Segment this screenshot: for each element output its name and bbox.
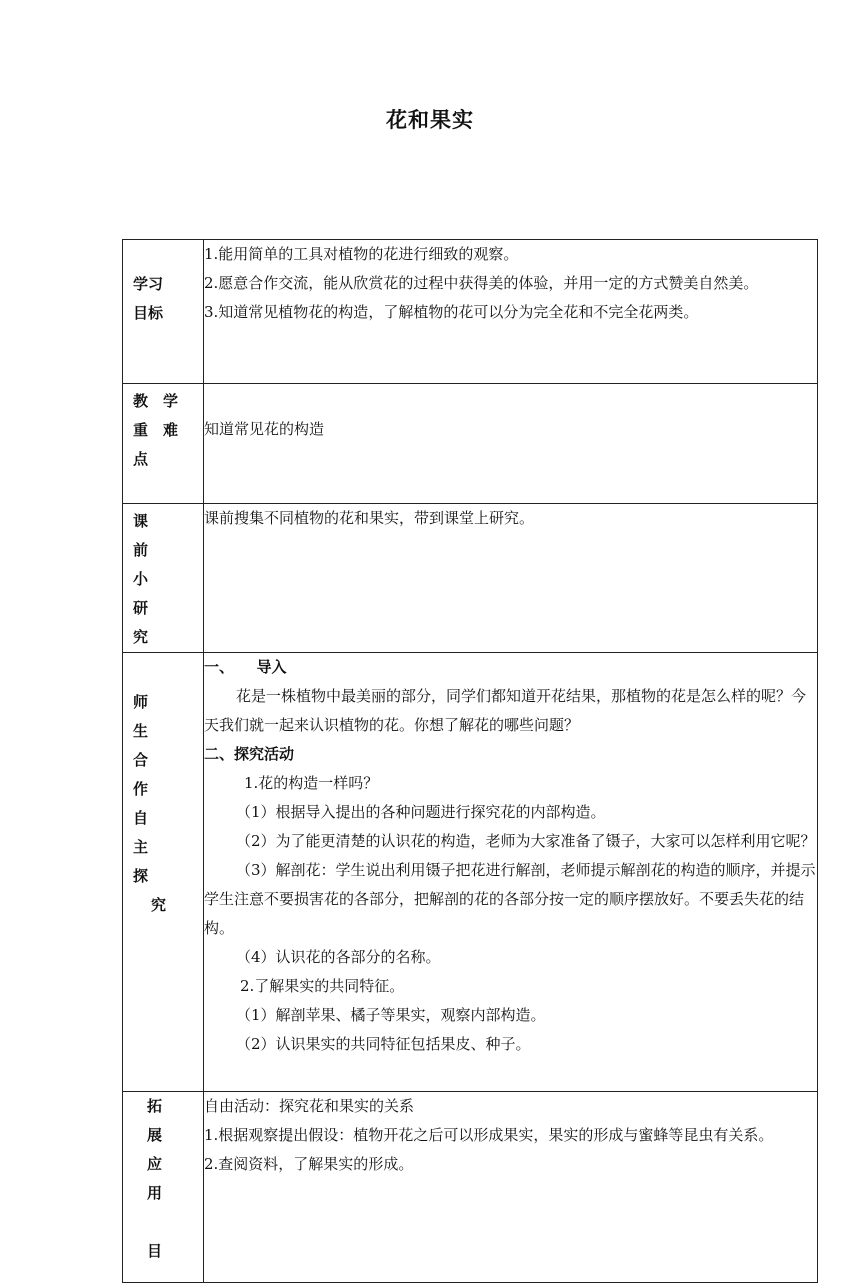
table-row-preclass xyxy=(123,504,818,653)
activity-step: （2）为了能更清楚的认识花的构造，老师为大家准备了镊子，大家可以怎样利用它呢？ xyxy=(236,832,816,850)
row-label-key-points: 教 学 重 难 点 xyxy=(123,384,204,504)
activity-step: （1）根据导入提出的各种问题进行探究花的内部构造。 xyxy=(236,803,606,821)
key-points-text: 知道常见花的构造 xyxy=(204,420,325,438)
objective-line: 1.能用简单的工具对植物的花进行细致的观察。 xyxy=(204,245,519,263)
row-label-extension: 拓 展 应 用 目 xyxy=(123,1092,204,1283)
activity-step: （1）解剖苹果、橘子等果实，观察内部构造。 xyxy=(236,1006,546,1024)
table-row-inquiry xyxy=(123,653,818,1092)
activity-question: 2.了解果实的共同特征。 xyxy=(240,977,405,995)
row-content-objectives xyxy=(204,240,818,384)
activity-step: （4）认识花的各部分的名称。 xyxy=(236,948,441,966)
row-content-key-points xyxy=(204,384,818,504)
extension-line: 2.查阅资料，了解果实的形成。 xyxy=(204,1155,414,1173)
activity-step: （2）认识果实的共同特征包括果皮、种子。 xyxy=(236,1035,531,1053)
objective-line: 2.愿意合作交流，能从欣赏花的过程中获得美的体验，并用一定的方式赞美自然美。 xyxy=(204,274,759,292)
objective-line: 3.知道常见植物花的构造，了解植物的花可以分为完全花和不完全花两类。 xyxy=(204,303,699,321)
row-label-objectives: 学习 目标 xyxy=(123,240,204,384)
row-label-preclass: 课 前 小 研 究 xyxy=(123,504,204,653)
document-title: 花和果实 xyxy=(386,108,474,132)
intro-paragraph: 花是一株植物中最美丽的部分，同学们都知道开花结果，那植物的花是怎么样的呢？今天我们就一起来认识植物的花。你想了解花的哪些问题？ xyxy=(204,687,807,734)
extension-line: 1.根据观察提出假设：植物开花之后可以形成果实，果实的形成与蜜蜂等昆虫有关系。 xyxy=(204,1126,774,1144)
row-content-preclass xyxy=(204,504,818,653)
row-label-inquiry: 师 生 合 作 自 主 探 究 xyxy=(123,653,204,1092)
activity-step: （3）解剖花：学生说出利用镊子把花进行解剖，老师提示解剖花的构造的顺序，并提示学生注意不要损害花的各部分，把解剖的花的各部分按一定的顺序摆放好。不要丢失花的结构。 xyxy=(204,861,816,937)
extension-line: 自由活动：探究花和果实的关系 xyxy=(204,1097,415,1115)
section-heading-activities: 二、探究活动 xyxy=(204,745,295,763)
table-row-objectives xyxy=(123,240,818,384)
section-heading-intro: 一、 导入 xyxy=(204,658,287,676)
activity-question: 1.花的构造一样吗？ xyxy=(244,774,379,792)
table-row-extension xyxy=(123,1092,818,1283)
table-row-key-points xyxy=(123,384,818,504)
row-content-inquiry xyxy=(204,653,818,1092)
row-content-extension xyxy=(204,1092,818,1283)
lesson-plan-table xyxy=(122,239,818,1283)
preclass-text: 课前搜集不同植物的花和果实，带到课堂上研究。 xyxy=(204,509,535,527)
